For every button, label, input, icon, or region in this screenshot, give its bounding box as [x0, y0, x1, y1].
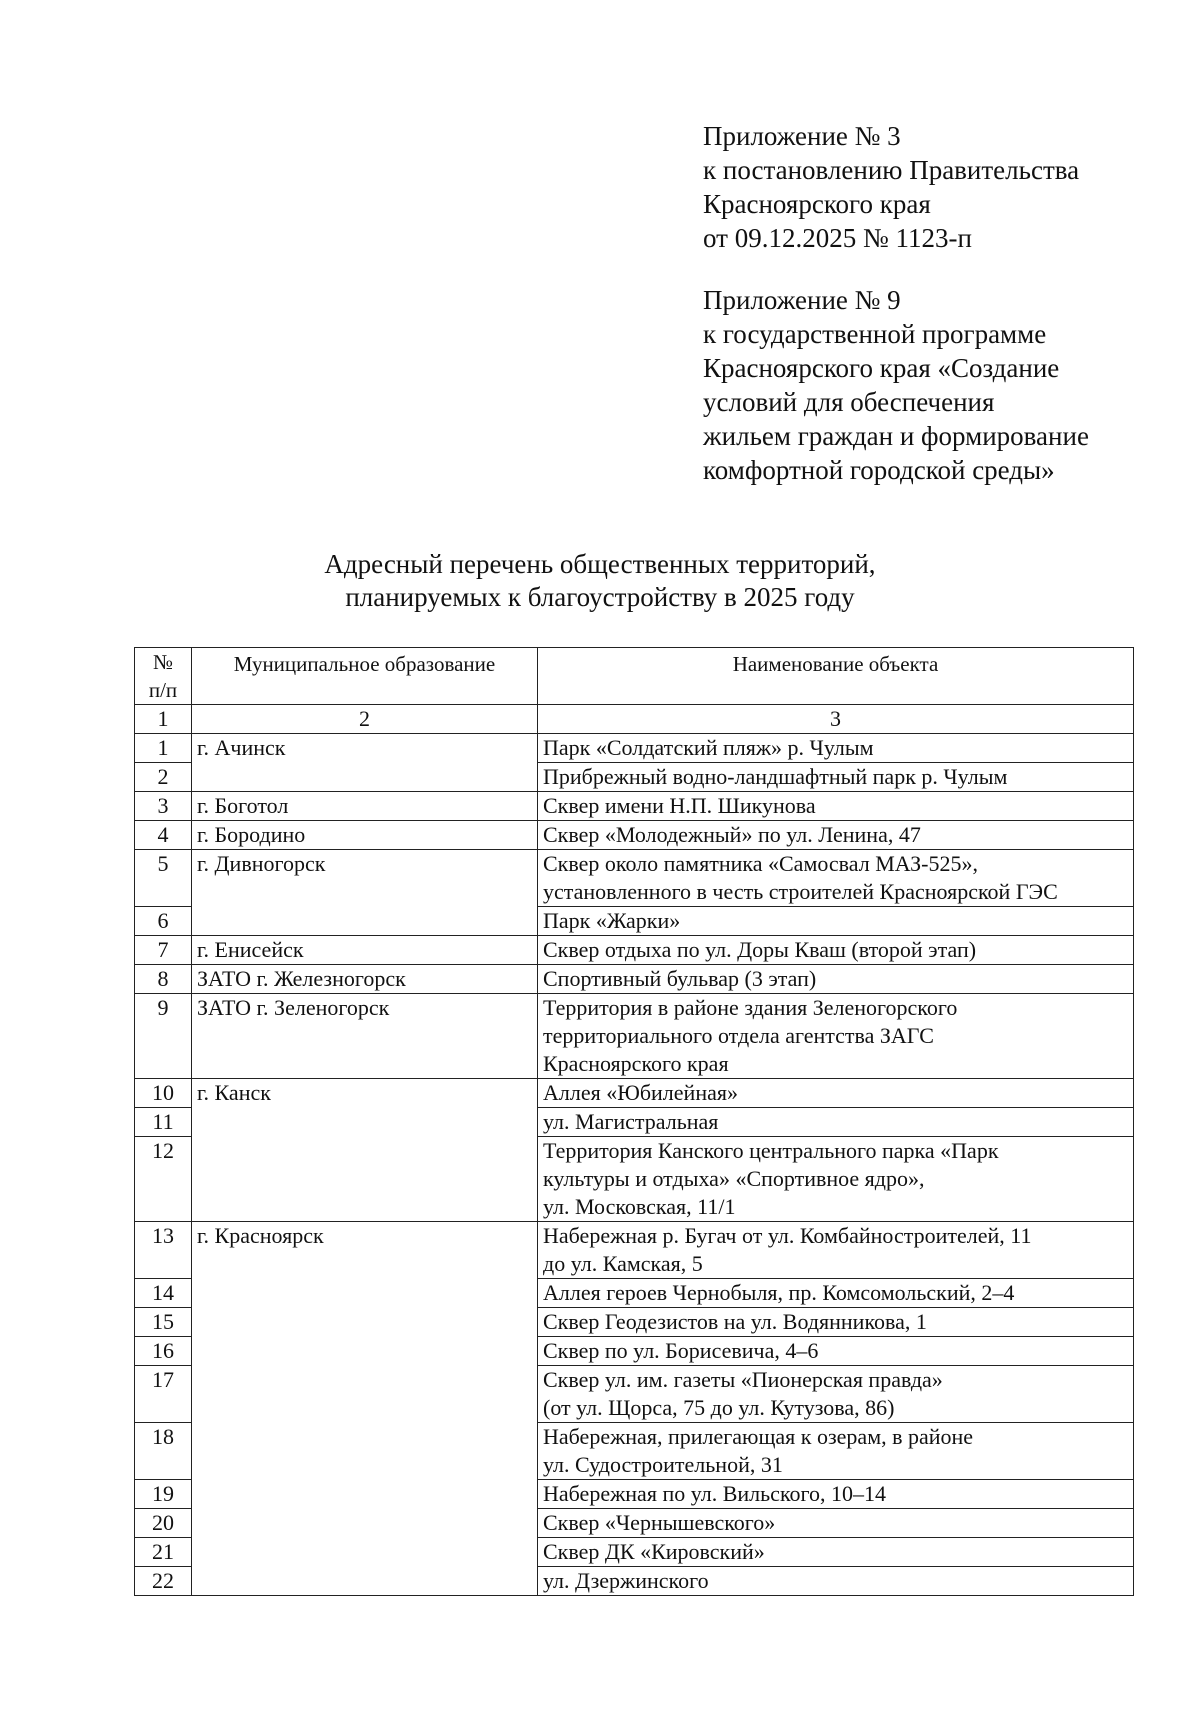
row-number: 5 [135, 850, 192, 907]
column-number: 2 [192, 705, 538, 734]
appendix-number: Приложение № 3 [703, 121, 901, 151]
object-line: ул. Московская, 11/1 [543, 1194, 736, 1219]
territories-table [134, 647, 1134, 1596]
row-municipality: г. Дивногорск [192, 850, 538, 907]
document-title-line: планируемых к благоустройству в 2025 году [345, 582, 855, 612]
program-appendix-line: условий для обеспечения [703, 387, 995, 417]
table-row [135, 1079, 1134, 1108]
table-row [135, 1423, 1134, 1480]
object-line: ул. Судостроительной, 31 [543, 1452, 783, 1477]
row-object [538, 1308, 1134, 1337]
row-number: 3 [135, 792, 192, 821]
table-row [135, 763, 1134, 792]
row-number: 4 [135, 821, 192, 850]
header-object: Наименование объекта [538, 648, 1134, 705]
table-row [135, 936, 1134, 965]
program-appendix-line: жильем граждан и формирование [703, 421, 1089, 451]
object-line: ул. Дзержинского [543, 1568, 709, 1593]
row-number: 20 [135, 1509, 192, 1538]
document-title-line: Адресный перечень общественных территорий, [324, 549, 876, 579]
table-row [135, 1137, 1134, 1222]
object-line: Набережная, прилегающая к озерам, в районе [543, 1424, 974, 1449]
object-line: Сквер около памятника «Самосвал МАЗ-525», [543, 851, 978, 876]
row-municipality [192, 907, 538, 936]
row-municipality [192, 763, 538, 792]
row-number: 10 [135, 1079, 192, 1108]
object-line: ул. Магистральная [543, 1109, 719, 1134]
program-appendix-line: комфортной городской среды» [703, 455, 1055, 485]
row-number: 8 [135, 965, 192, 994]
row-object [538, 1079, 1134, 1108]
row-number: 18 [135, 1423, 192, 1480]
row-object [538, 1366, 1134, 1423]
table-row [135, 1567, 1134, 1596]
row-number: 17 [135, 1366, 192, 1423]
row-municipality [192, 1308, 538, 1337]
table-row [135, 965, 1134, 994]
object-line: (от ул. Щорса, 75 до ул. Кутузова, 86) [543, 1395, 895, 1420]
object-line: Сквер «Молодежный» по ул. Ленина, 47 [543, 822, 921, 847]
row-municipality [192, 1480, 538, 1509]
object-line: Сквер отдыха по ул. Доры Кваш (второй этап) [543, 937, 977, 962]
header-number-abbr: п/п [148, 678, 178, 702]
column-number: 3 [538, 705, 1134, 734]
row-number: 9 [135, 994, 192, 1079]
row-municipality: г. Канск [192, 1079, 538, 1108]
object-line: Сквер «Чернышевского» [543, 1510, 776, 1535]
row-object [538, 1337, 1134, 1366]
row-object [538, 1509, 1134, 1538]
row-number: 19 [135, 1480, 192, 1509]
row-object [538, 1137, 1134, 1222]
row-object [538, 1567, 1134, 1596]
row-municipality [192, 1567, 538, 1596]
row-object [538, 821, 1134, 850]
row-number: 16 [135, 1337, 192, 1366]
object-line: Красноярского края [543, 1051, 729, 1076]
program-appendix-header [703, 283, 1089, 487]
row-number: 21 [135, 1538, 192, 1567]
table-row [135, 1538, 1134, 1567]
row-municipality [192, 1509, 538, 1538]
row-object [538, 1538, 1134, 1567]
header-municipality: Муниципальное образование [192, 648, 538, 705]
row-municipality: ЗАТО г. Зеленогорск [192, 994, 538, 1079]
row-municipality: г. Енисейск [192, 936, 538, 965]
object-line: до ул. Камская, 5 [543, 1251, 703, 1276]
object-line: Сквер ул. им. газеты «Пионерская правда» [543, 1367, 943, 1392]
row-object [538, 936, 1134, 965]
row-object [538, 1222, 1134, 1279]
row-municipality [192, 1538, 538, 1567]
appendix-header [703, 119, 1079, 255]
row-object [538, 734, 1134, 763]
object-line: Аллея героев Чернобыля, пр. Комсомольский, 2–4 [543, 1280, 1015, 1305]
row-object [538, 792, 1134, 821]
row-municipality: г. Ачинск [192, 734, 538, 763]
object-line: Сквер по ул. Борисевича, 4–6 [543, 1338, 819, 1363]
object-line: Прибрежный водно-ландшафтный парк р. Чулым [543, 764, 1008, 789]
row-number: 1 [135, 734, 192, 763]
row-number: 6 [135, 907, 192, 936]
table-row [135, 1308, 1134, 1337]
row-object [538, 1480, 1134, 1509]
object-line: Территория Канского центрального парка «Парк [543, 1138, 999, 1163]
row-object [538, 1108, 1134, 1137]
object-line: Аллея «Юбилейная» [543, 1080, 738, 1105]
table-row [135, 1509, 1134, 1538]
header-number-sign: № [152, 650, 174, 674]
appendix-date: от 09.12.2025 № 1123-п [703, 223, 972, 253]
row-object [538, 763, 1134, 792]
row-number: 12 [135, 1137, 192, 1222]
table-row [135, 1108, 1134, 1137]
object-line: Набережная по ул. Вильского, 10–14 [543, 1481, 886, 1506]
appendix-reference: к постановлению Правительства [703, 155, 1080, 185]
table-body [135, 734, 1134, 1596]
table-row [135, 821, 1134, 850]
row-number: 11 [135, 1108, 192, 1137]
row-municipality: г. Боготол [192, 792, 538, 821]
document-title [0, 548, 1200, 614]
row-number: 15 [135, 1308, 192, 1337]
program-appendix-number: Приложение № 9 [703, 285, 901, 315]
object-line: территориального отдела агентства ЗАГС [543, 1023, 934, 1048]
column-number-row [135, 705, 1134, 734]
object-line: Сквер Геодезистов на ул. Водянникова, 1 [543, 1309, 927, 1334]
row-municipality: ЗАТО г. Железногорск [192, 965, 538, 994]
table-row [135, 1337, 1134, 1366]
row-number: 2 [135, 763, 192, 792]
table-row [135, 850, 1134, 907]
object-line: Сквер ДК «Кировский» [543, 1539, 765, 1564]
row-municipality: г. Бородино [192, 821, 538, 850]
table-row [135, 1480, 1134, 1509]
table-row [135, 1222, 1134, 1279]
table-row [135, 792, 1134, 821]
object-line: установленного в честь строителей Красноярской ГЭС [543, 879, 1058, 904]
row-municipality [192, 1423, 538, 1480]
row-municipality [192, 1366, 538, 1423]
row-object [538, 965, 1134, 994]
object-line: Набережная р. Бугач от ул. Комбайностроителей, 11 [543, 1223, 1032, 1248]
object-line: Парк «Жарки» [543, 908, 681, 933]
table-row [135, 994, 1134, 1079]
column-number: 1 [135, 705, 192, 734]
row-municipality [192, 1337, 538, 1366]
table-row [135, 1366, 1134, 1423]
row-object [538, 907, 1134, 936]
row-object [538, 994, 1134, 1079]
table-row [135, 907, 1134, 936]
row-object [538, 850, 1134, 907]
object-line: Территория в районе здания Зеленогорского [543, 995, 958, 1020]
row-municipality [192, 1279, 538, 1308]
row-municipality [192, 1108, 538, 1137]
row-number: 13 [135, 1222, 192, 1279]
object-line: Парк «Солдатский пляж» р. Чулым [543, 735, 874, 760]
row-number: 14 [135, 1279, 192, 1308]
row-municipality [192, 1137, 538, 1222]
table-row [135, 1279, 1134, 1308]
object-line: Спортивный бульвар (3 этап) [543, 966, 817, 991]
table-row [135, 734, 1134, 763]
row-number: 22 [135, 1567, 192, 1596]
object-line: культуры и отдыха» «Спортивное ядро», [543, 1166, 925, 1191]
row-object [538, 1279, 1134, 1308]
program-appendix-line: к государственной программе [703, 319, 1047, 349]
header-number [135, 648, 192, 705]
table-header-row [135, 648, 1134, 705]
object-line: Сквер имени Н.П. Шикунова [543, 793, 816, 818]
program-appendix-line: Красноярского края «Создание [703, 353, 1060, 383]
appendix-region: Красноярского края [703, 189, 931, 219]
row-object [538, 1423, 1134, 1480]
row-municipality: г. Красноярск [192, 1222, 538, 1279]
row-number: 7 [135, 936, 192, 965]
